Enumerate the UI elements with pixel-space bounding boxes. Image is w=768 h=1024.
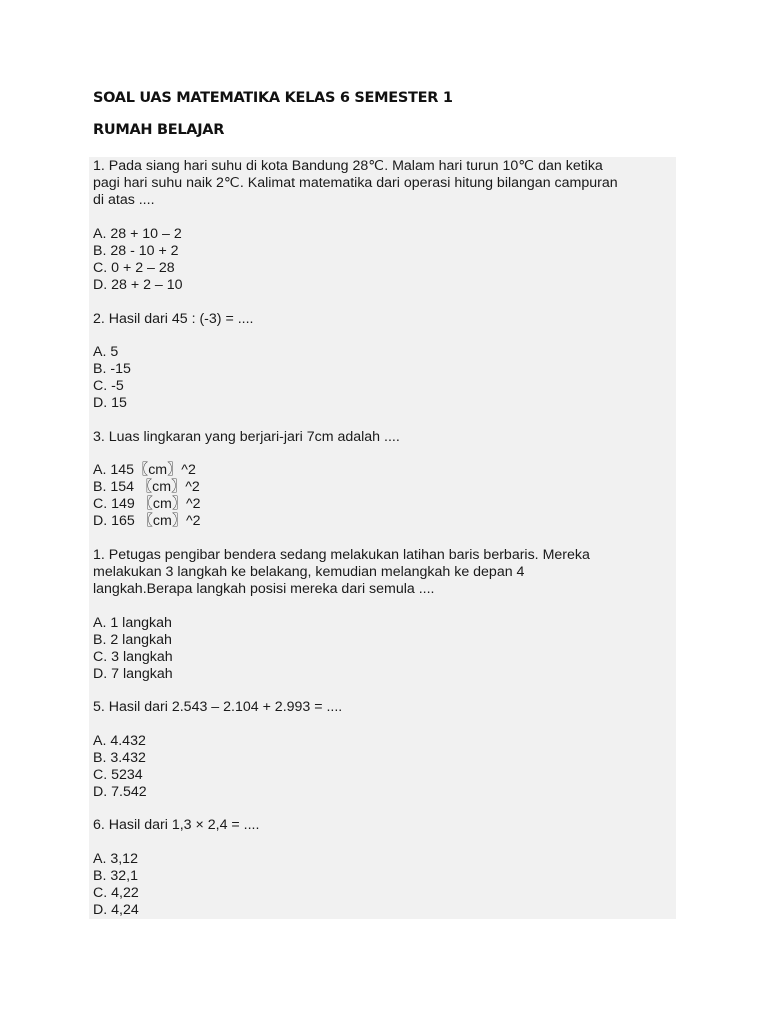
question-6-option-c: C. 4,22 <box>93 885 139 901</box>
question-1-option-d: D. 28 + 2 – 10 <box>93 277 183 293</box>
question-3-option-d: D. 165 〖cm〗^2 <box>93 513 201 529</box>
question-4-line-3: langkah.Berapa langkah posisi mereka dari semula .... <box>93 581 435 597</box>
question-2-option-d: D. 15 <box>93 395 127 411</box>
question-2-line-1: 2. Hasil dari 45 : (-3) = .... <box>93 311 254 327</box>
question-1-line-2: pagi hari suhu naik 2℃. Kalimat matematika dari operasi hitung bilangan campuran <box>93 175 618 191</box>
question-1-line-1: 1. Pada siang hari suhu di kota Bandung 28℃. Malam hari turun 10℃ dan ketika <box>93 158 603 174</box>
document-title: SOAL UAS MATEMATIKA KELAS 6 SEMESTER 1 <box>93 90 453 106</box>
question-3-option-b: B. 154 〖cm〗^2 <box>93 479 200 495</box>
question-5-option-d: D. 7.542 <box>93 784 147 800</box>
question-3-option-a: A. 145〖cm〗^2 <box>93 462 196 478</box>
question-1-line-3: di atas .... <box>93 192 155 208</box>
question-4-option-c: C. 3 langkah <box>93 649 173 665</box>
question-4-option-d: D. 7 langkah <box>93 666 173 682</box>
question-4-option-a: A. 1 langkah <box>93 615 172 631</box>
question-2-option-b: B. -15 <box>93 361 131 377</box>
question-6-option-d: D. 4,24 <box>93 902 139 918</box>
questions-block <box>89 157 676 919</box>
question-5-option-c: C. 5234 <box>93 767 143 783</box>
question-5-option-b: B. 3.432 <box>93 750 146 766</box>
question-5-option-a: A. 4.432 <box>93 733 146 749</box>
question-4-line-1: 1. Petugas pengibar bendera sedang melakukan latihan baris berbaris. Mereka <box>93 547 590 563</box>
question-4-option-b: B. 2 langkah <box>93 632 172 648</box>
question-6-option-a: A. 3,12 <box>93 851 138 867</box>
question-5-line-1: 5. Hasil dari 2.543 – 2.104 + 2.993 = .... <box>93 699 343 715</box>
question-1-option-c: C. 0 + 2 – 28 <box>93 260 175 276</box>
question-2-option-a: A. 5 <box>93 344 119 360</box>
question-2-option-c: C. -5 <box>93 378 124 394</box>
question-1-option-b: B. 28 - 10 + 2 <box>93 243 179 259</box>
question-3-option-c: C. 149 〖cm〗^2 <box>93 496 201 512</box>
question-1-option-a: A. 28 + 10 – 2 <box>93 226 182 242</box>
question-6-line-1: 6. Hasil dari 1,3 × 2,4 = .... <box>93 817 260 833</box>
question-6-option-b: B. 32,1 <box>93 868 138 884</box>
question-3-line-1: 3. Luas lingkaran yang berjari-jari 7cm adalah .... <box>93 429 400 445</box>
document-subtitle: RUMAH BELAJAR <box>93 122 225 138</box>
question-4-line-2: melakukan 3 langkah ke belakang, kemudian melangkah ke depan 4 <box>93 564 525 580</box>
